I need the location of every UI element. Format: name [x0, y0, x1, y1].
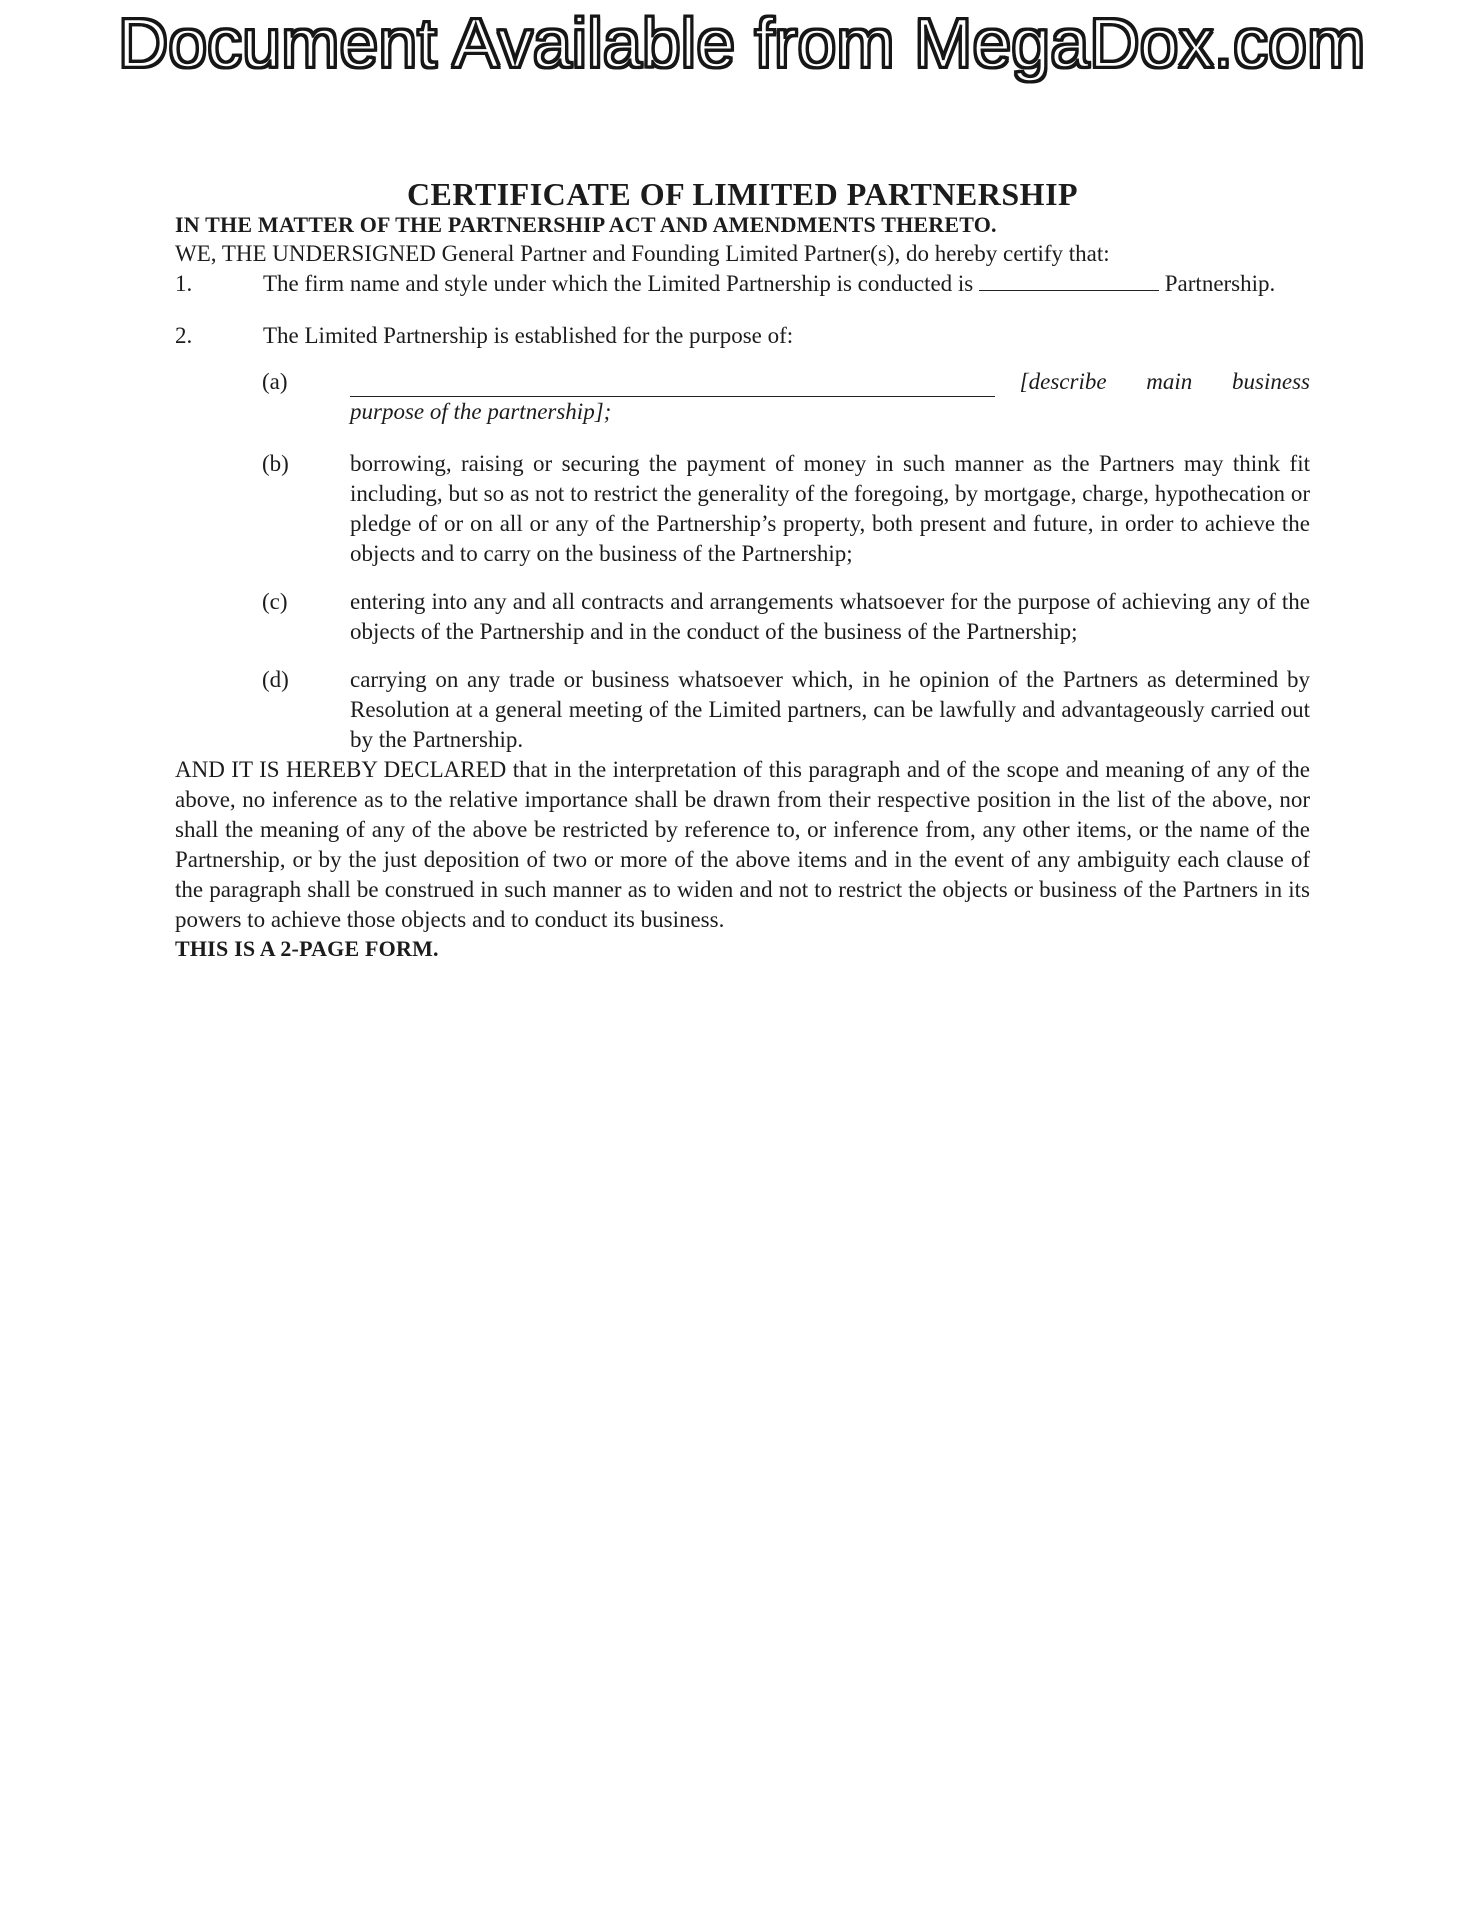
purpose-blank-line [350, 372, 995, 397]
clause-1-text-continued: Partnership. [1164, 271, 1276, 296]
subclause-d-text: carrying on any trade or business whatsoever which, in he opinion of the Partners as determined by Resolution at a general meeting of the Limited partners, can be lawfully and advantageously carried out by the Partnership. [350, 667, 1310, 752]
subclause-a-body [350, 367, 1310, 427]
subclause-d-label: (d) [262, 667, 289, 692]
clause-2 [175, 321, 1310, 351]
clause-2-number: 2. [175, 323, 193, 348]
document-body [0, 177, 1483, 963]
matter-line: IN THE MATTER OF THE PARTNERSHIP ACT AND AMENDMENTS THERETO. [175, 212, 997, 237]
clause-2-text: The Limited Partnership is established for the purpose of: [263, 323, 794, 348]
watermark-banner: Document Available from MegaDox.com [117, 4, 1366, 82]
purpose-note-part2: purpose of the partnership]; [350, 399, 612, 424]
purpose-note-part1: [describe main business [1019, 369, 1310, 394]
firm-name-blank-line [979, 270, 1159, 291]
declaration-paragraph: AND IT IS HEREBY DECLARED that in the interpretation of this paragraph and of the scope and meaning of any of the above, no inference as to the relative importance shall be drawn from their respective position in the list of the above, nor shall the meaning of any of the above be restricted by reference to, or inference from, any other items, or the name of the Partnership, or by the just deposition of two or more of the above items and in the event of any ambiguity each clause of the paragraph shall be construed in such manner as to widen and not to restrict the objects or business of the Partners in its powers to achieve those objects and to conduct its business. [175, 757, 1310, 932]
clause-1 [175, 269, 1310, 299]
subclause-a-label: (a) [262, 369, 288, 394]
subclause-b [262, 449, 1310, 569]
page-title: CERTIFICATE OF LIMITED PARTNERSHIP [406, 176, 1079, 212]
subclause-c-label: (c) [262, 589, 288, 614]
subclause-b-label: (b) [262, 451, 289, 476]
subclause-b-text: borrowing, raising or securing the payment of money in such manner as the Partners may think fit including, but so as not to restrict the generality of the foregoing, by mortgage, charge, hypothecation or pledge of or on all or any of the Partnership’s property, both present and future, in order to achieve the objects and to carry on the business of the Partnership; [350, 451, 1310, 566]
subclause-a [262, 367, 1310, 427]
clause-1-number: 1. [175, 271, 193, 296]
subclause-c-text: entering into any and all contracts and arrangements whatsoever for the purpose of achieving any of the objects of the Partnership and in the conduct of the business of the Partnership; [350, 589, 1310, 644]
subclause-c [262, 587, 1310, 647]
subclause-a-first-line [350, 367, 1310, 397]
clause-1-text: The firm name and style under which the Limited Partnership is conducted is [263, 271, 974, 296]
subclause-d [262, 665, 1310, 755]
preamble-text: WE, THE UNDERSIGNED General Partner and Founding Limited Partner(s), do hereby certify that: [175, 241, 1110, 266]
two-page-form-note: THIS IS A 2-PAGE FORM. [175, 936, 439, 961]
